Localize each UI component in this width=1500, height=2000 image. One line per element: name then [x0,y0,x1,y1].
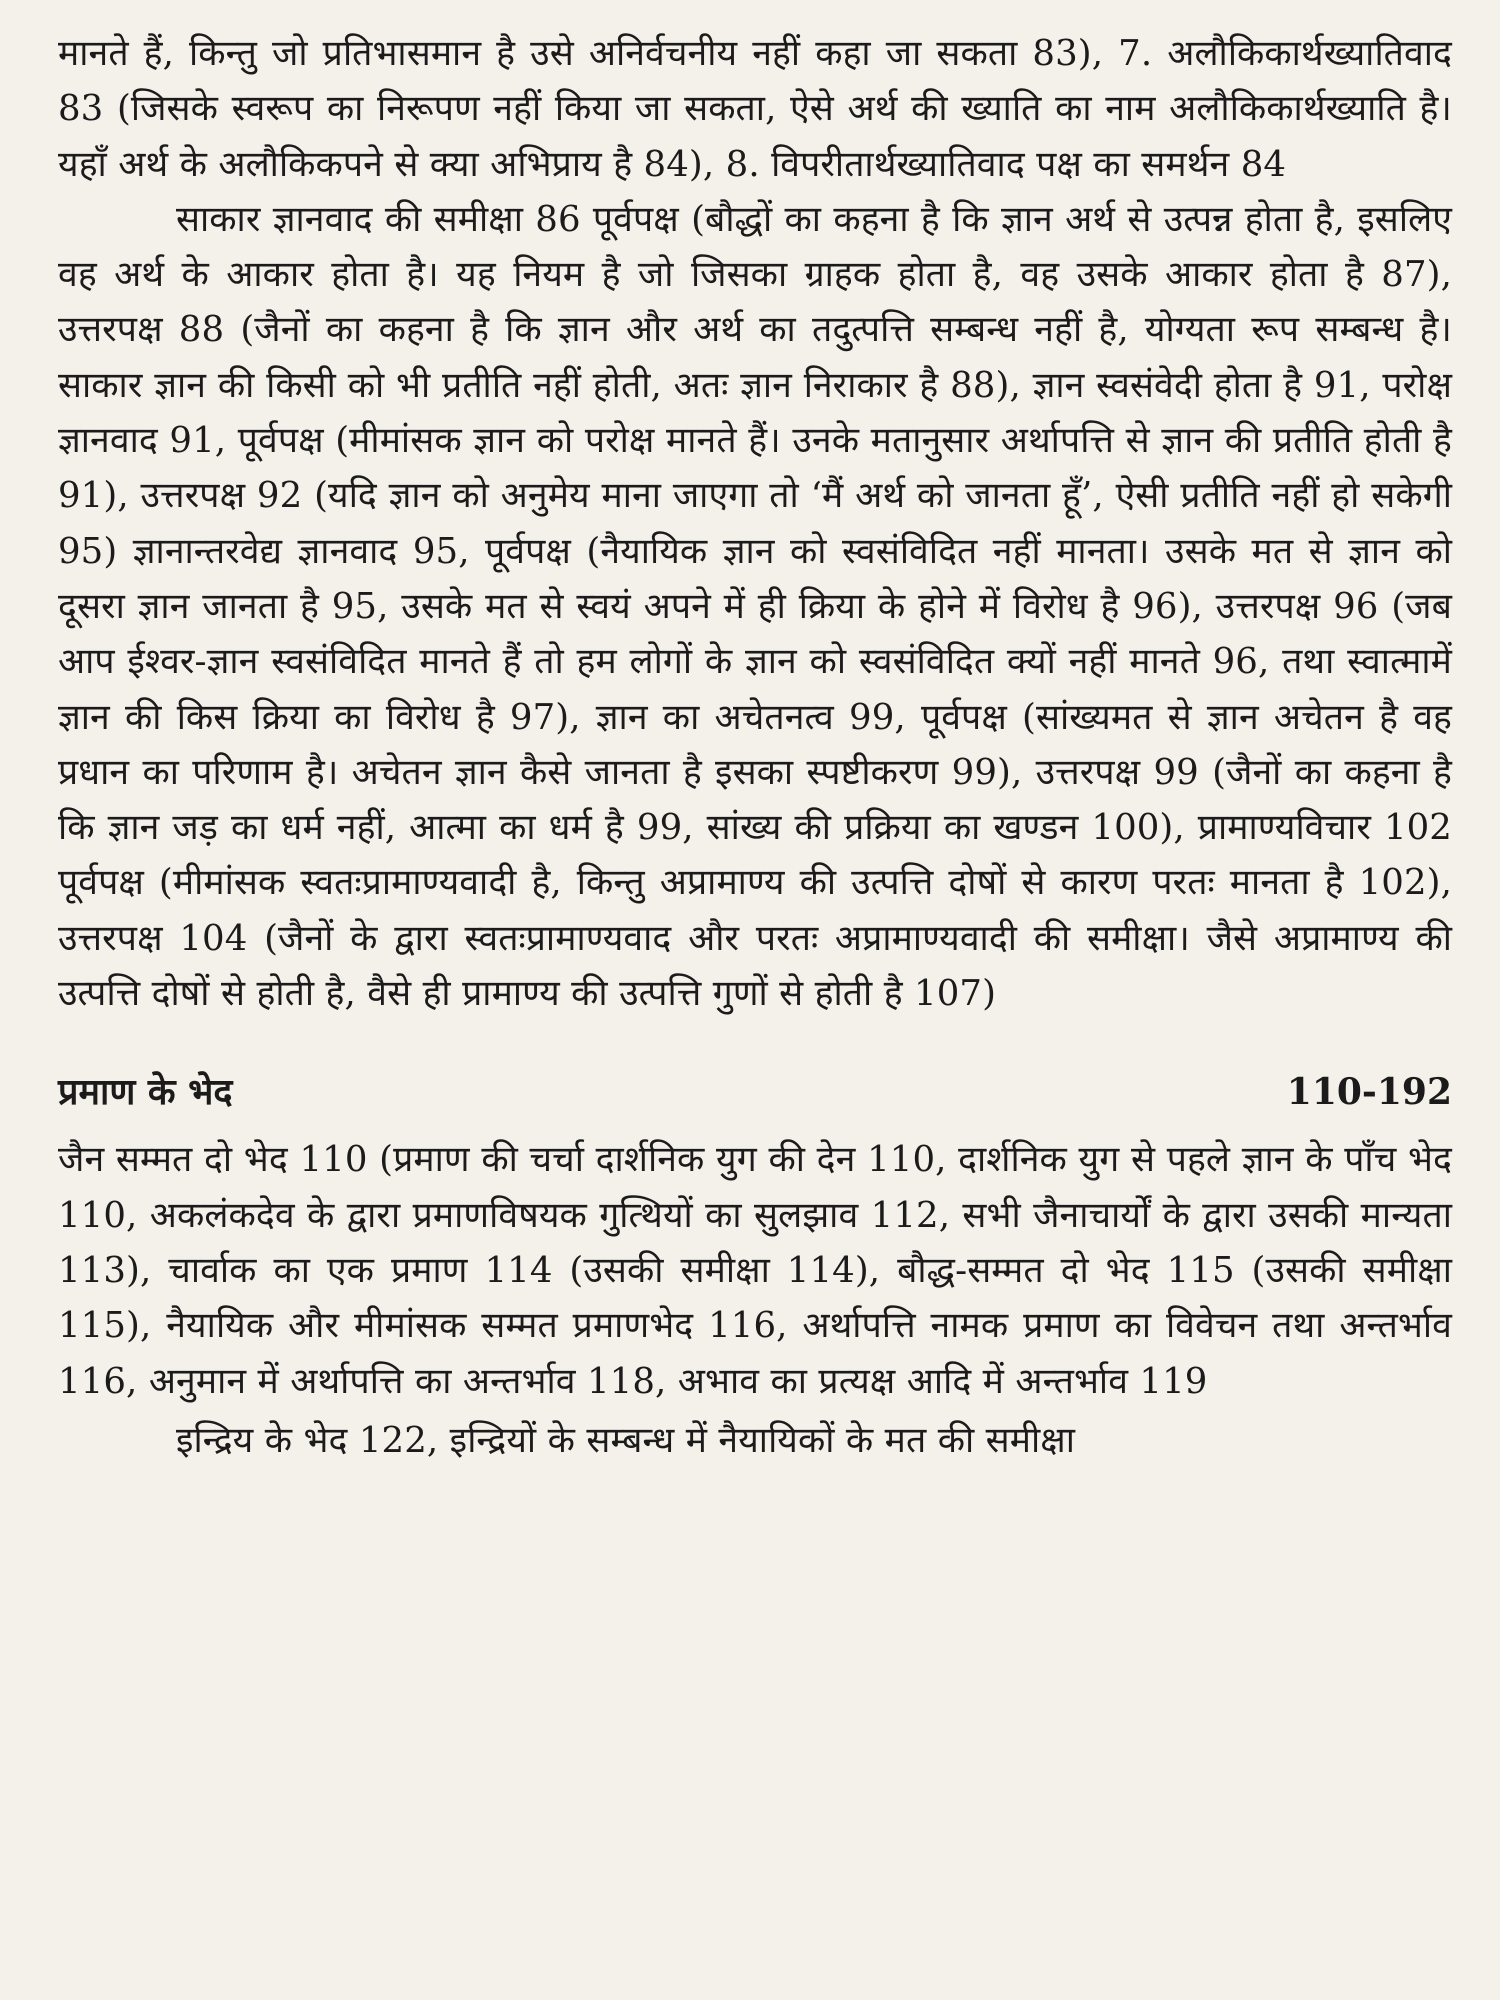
section-page-range: 110-192 [1286,1071,1452,1114]
paragraph-sakar-jnanavad: साकार ज्ञानवाद की समीक्षा 86 पूर्वपक्ष (बौद्धों का कहना है कि ज्ञान अर्थ से उत्पन्न होता है, इसलिए वह अर्थ के आकार होता है। यह नियम है जो जिसका ग्राहक होता है, वह उसके आकार होता है 87), उत्तरपक्ष 88 (जैनों का कहना है कि ज्ञान और अर्थ का तदुत्पत्ति सम्बन्ध नहीं है, योग्यता रूप सम्बन्ध है। साकार ज्ञान की किसी को भी प्रतीति नहीं होती, अतः ज्ञान निराकार है 88), ज्ञान स्वसंवेदी होता है 91, परोक्ष ज्ञानवाद 91, पूर्वपक्ष (मीमांसक ज्ञान को परोक्ष मानते हैं। उनके मतानुसार अर्थापत्ति से ज्ञान की प्रतीति होती है 91), उत्तरपक्ष 92 (यदि ज्ञान को अनुमेय माना जाएगा तो ‘मैं अर्थ को जानता हूँ’, ऐसी प्रतीति नहीं हो सकेगी 95) ज्ञानान्तरवेद्य ज्ञानवाद 95, पूर्वपक्ष (नैयायिक ज्ञान को स्वसंविदित नहीं मानता। उसके मत से ज्ञान को दूसरा ज्ञान जानता है 95, उसके मत से स्वयं अपने में ही क्रिया के होने में विरोध है 96), उत्तरपक्ष 96 (जब आप ईश्वर-ज्ञान स्वसंविदित मानते हैं तो हम लोगों के ज्ञान को स्वसंविदित क्यों नहीं मानते 96, तथा स्वात्मामें ज्ञान की किस क्रिया का विरोध है 97), ज्ञान का अचेतनत्व 99, पूर्वपक्ष (सांख्यमत से ज्ञान अचेतन है वह प्रधान का परिणाम है। अचेतन ज्ञान कैसे जानता है इसका स्पष्टीकरण 99), उत्तरपक्ष 99 (जैनों का कहना है कि ज्ञान जड़ का धर्म नहीं, आत्मा का धर्म है 99, सांख्य की प्रक्रिया का खण्डन 100), प्रामाण्यविचार 102 पूर्वपक्ष (मीमांसक स्वतःप्रामाण्यवादी है, किन्तु अप्रामाण्य की उत्पत्ति दोषों से कारण परतः मानता है 102), उत्तरपक्ष 104 (जैनों के द्वारा स्वतःप्रामाण्यवाद और परतः अप्रामाण्यवादी की समीक्षा। जैसे अप्रामाण्य की उत्पत्ति दोषों से होती है, वैसे ही प्रामाण्य की उत्पत्ति गुणों से होती है 107) [58,198,1453,1015]
section-title: प्रमाण के भेद [58,1071,233,1114]
paragraph-khyativad: मानते हैं, किन्तु जो प्रतिभासमान है उसे अनिर्वचनीय नहीं कहा जा सकता 83), 7. अलौकिकार्थख्यातिवाद 83 (जिसके स्वरूप का निरूपण नहीं किया जा सकता, ऐसे अर्थ की ख्याति का नाम अलौकिकार्थख्याति है। यहाँ अर्थ के अलौकिकपने से क्या अभिप्राय है 84), 8. विपरीतार्थख्यातिवाद पक्ष का समर्थन 84 [58,33,1452,185]
section-heading [58,1065,1452,1120]
book-page [58,26,1452,1986]
paragraph-indriya-bhed: इन्द्रिय के भेद 122, इन्द्रियों के सम्बन्ध में नैयायिकों के मत की समीक्षा [176,1419,1076,1461]
paragraph-pramana-bhed: जैन सम्मत दो भेद 110 (प्रमाण की चर्चा दार्शनिक युग की देन 110, दार्शनिक युग से पहले ज्ञान के पाँच भेद 110, अकलंकदेव के द्वारा प्रमाणविषयक गुत्थियों का सुलझाव 112, सभी जैनाचार्यों के द्वारा उसकी मान्यता 113), चार्वाक का एक प्रमाण 114 (उसकी समीक्षा 114), बौद्ध-सम्मत दो भेद 115 (उसकी समीक्षा 115), नैयायिक और मीमांसक सम्मत प्रमाणभेद 116, अर्थापत्ति नामक प्रमाण का विवेचन तथा अन्तर्भाव 116, अनुमान में अर्थापत्ति का अन्तर्भाव 118, अभाव का प्रत्यक्ष आदि में अन्तर्भाव 119 [58,1139,1452,1402]
